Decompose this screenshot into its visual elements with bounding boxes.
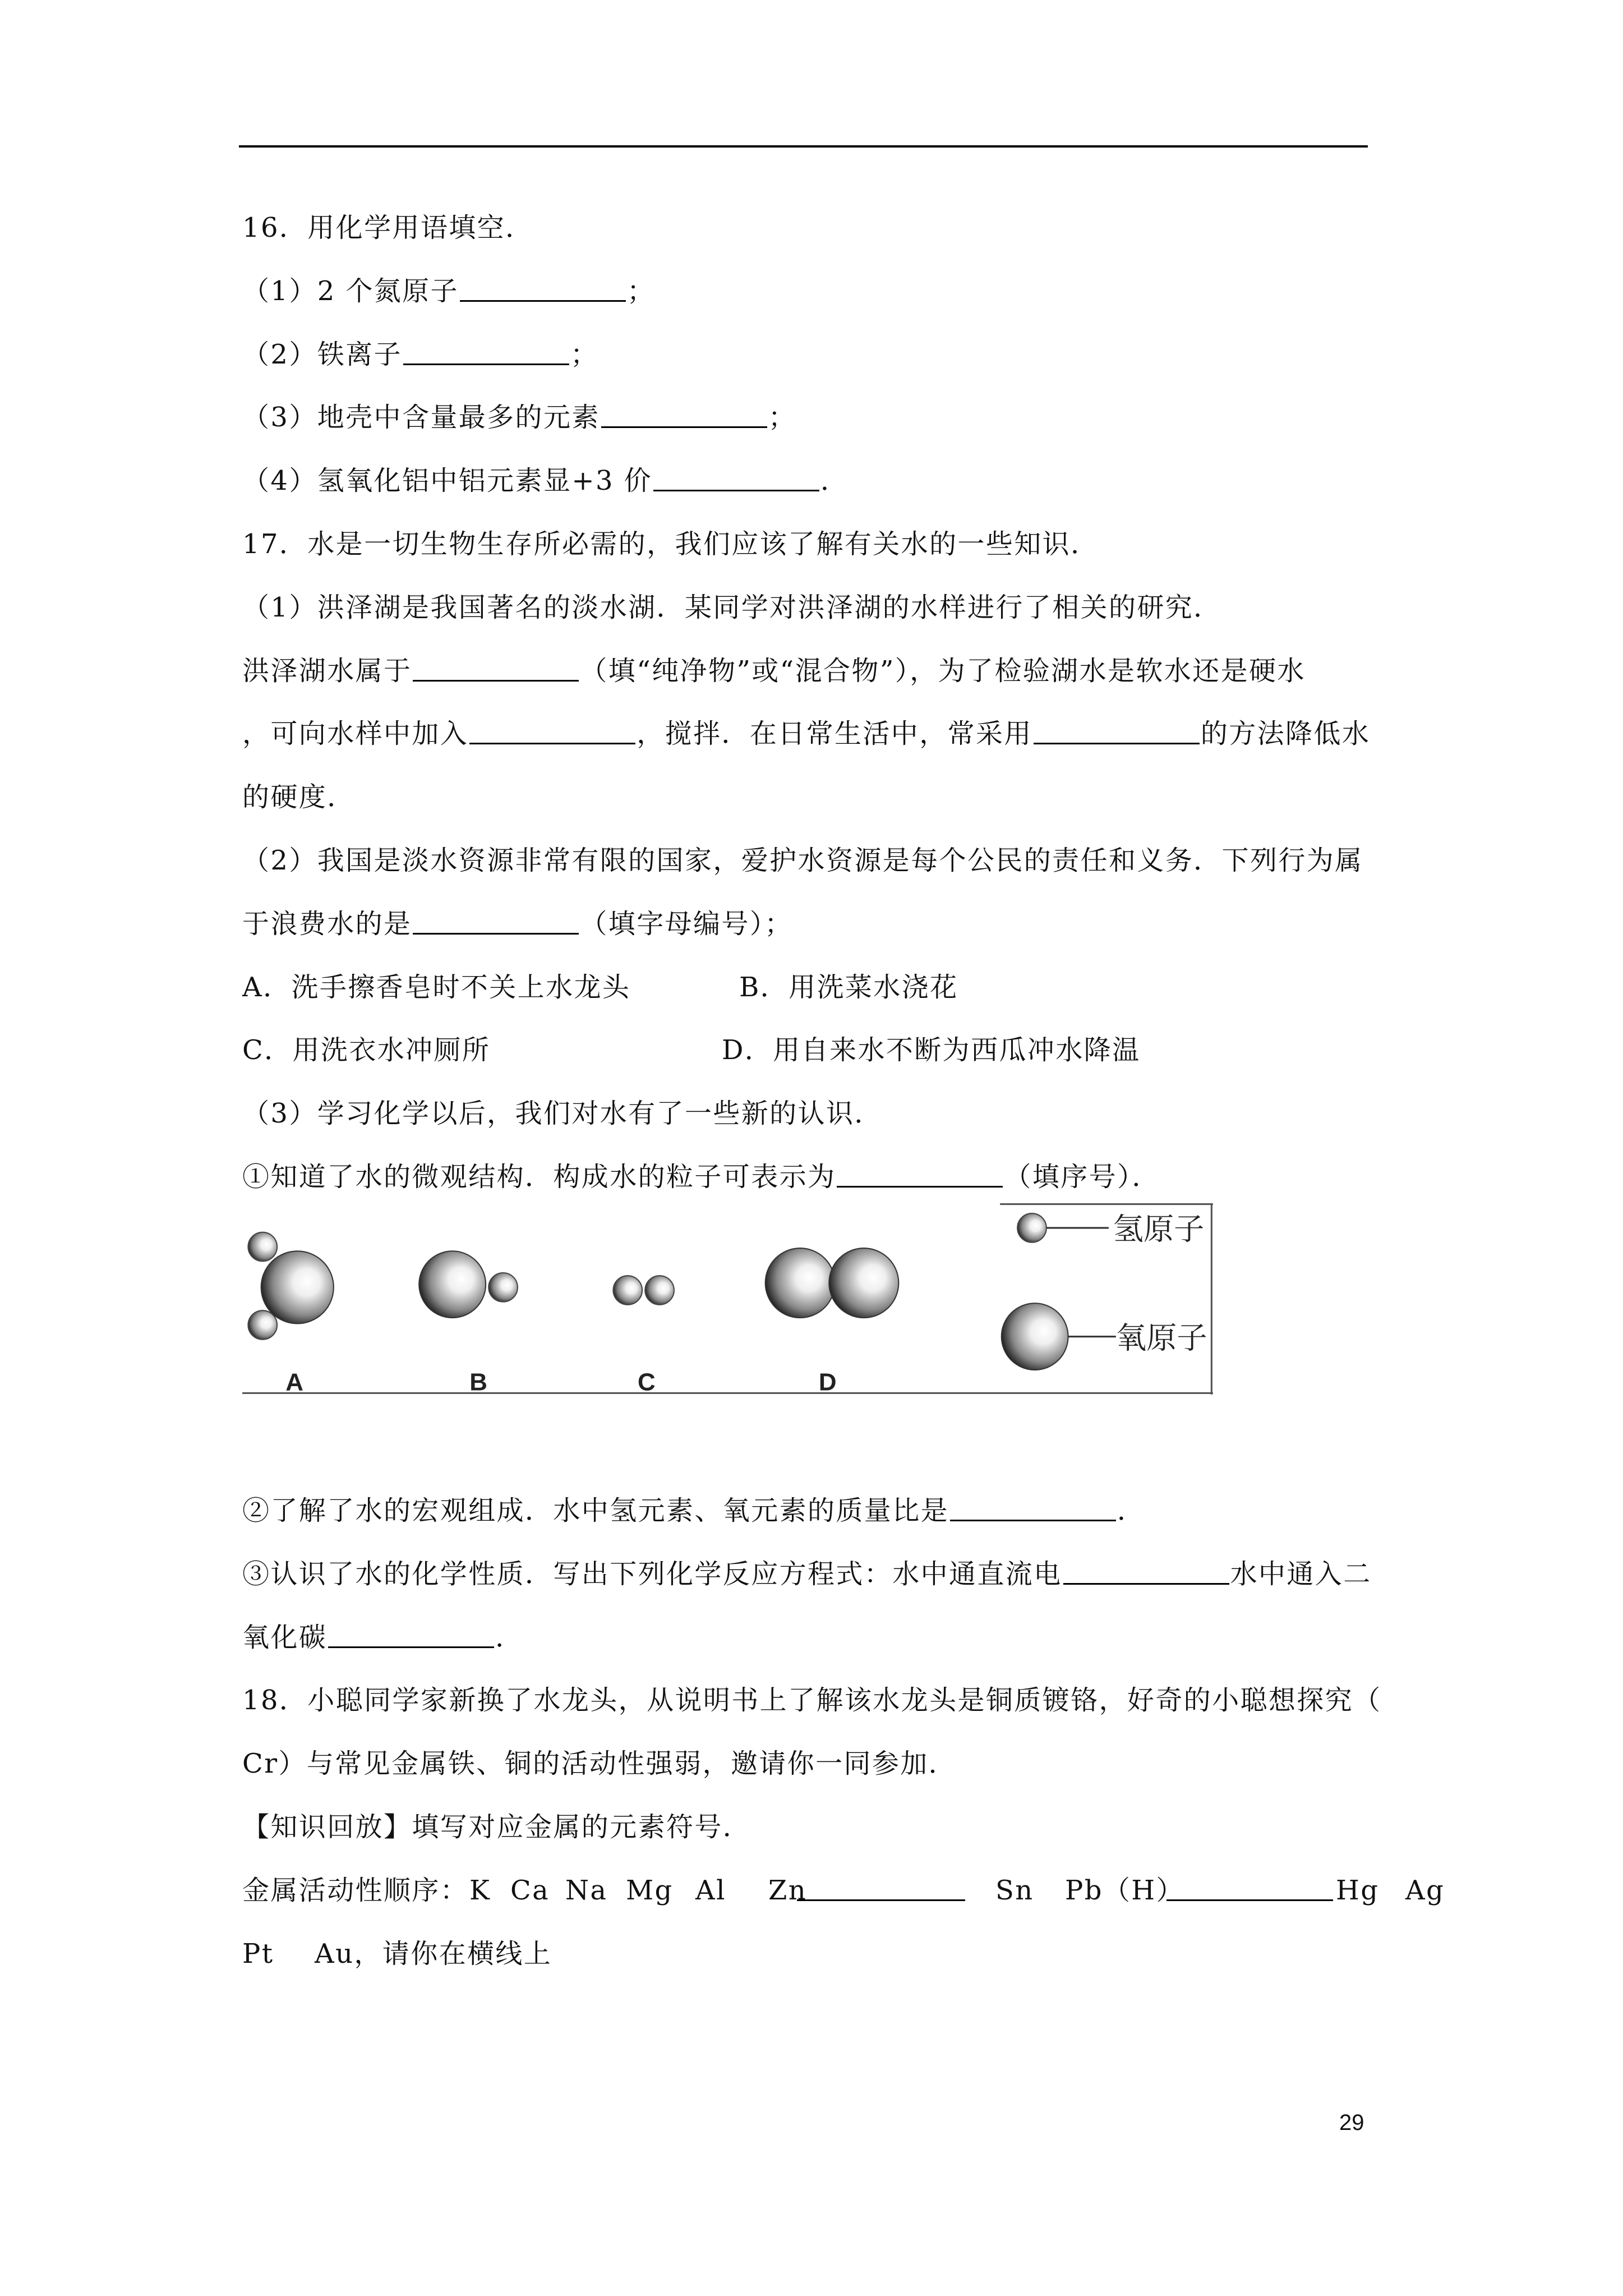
series-end-text: ，请你在横线上: [354, 1938, 552, 1970]
series-tail: [315, 1922, 552, 1986]
element-symbol: Na: [565, 1874, 608, 1906]
water-molecule-figure: [242, 1203, 1213, 1395]
oxygen-atom: [261, 1251, 334, 1323]
q17-part1-line3: [242, 766, 1532, 829]
q17-part2-options-row-1: [242, 956, 1532, 1019]
element-symbol: Hg: [1336, 1874, 1380, 1906]
answer-blank: [837, 1185, 1003, 1188]
activity-series-label: 金属活动性顺序：: [242, 1874, 469, 1906]
molecule-a: [248, 1232, 333, 1340]
q17-part2-line-a: 于浪费水的是: [242, 908, 412, 940]
hydrogen-atom: [248, 1232, 277, 1262]
hydrogen-atom: [488, 1273, 518, 1302]
q17-part3-sub2-b: ．: [1117, 1495, 1146, 1526]
q18-stem-line-1: [242, 1669, 1532, 1732]
q17-part2-line-b: （填字母编号）；: [580, 908, 793, 940]
answer-blank: [403, 363, 569, 365]
q18-activity-series-line: [242, 1859, 1532, 1922]
questions-block-2: [242, 1479, 1532, 1985]
figure-label-d: D: [818, 1368, 837, 1395]
q17-part1-line1-a: 洪泽湖水属于: [242, 655, 412, 687]
questions-block-1: [242, 196, 1532, 1209]
q18-activity-series-line-2: [242, 1922, 1532, 1986]
element-symbol: Sn: [995, 1874, 1034, 1906]
q16-item-1-text: （1）2 个氮原子: [242, 275, 459, 307]
option-a: A．洗手擦香皂时不关上水龙头: [242, 971, 631, 1003]
answer-blank: [469, 742, 635, 744]
q17-part1-line2-c: 的方法降低水: [1200, 718, 1371, 750]
q18-stem-line-1-text: 18．小聪同学家新换了水龙头，从说明书上了解该水龙头是铜质镀铬，好奇的小聪想探究（: [242, 1685, 1382, 1717]
q16-item-2: [242, 323, 1532, 386]
q17-stem: [242, 513, 1532, 576]
element-symbol: Ag: [1405, 1874, 1445, 1906]
q16-item-3-text: （3）地壳中含量最多的元素: [242, 402, 600, 434]
page-number: 29: [1339, 2110, 1364, 2135]
q18-stem-line-2: [242, 1732, 1532, 1796]
legend-oxygen-label: 氧原子: [1115, 1320, 1207, 1356]
q17-part3-sub3: [242, 1543, 1532, 1606]
blank-slot: [1165, 1859, 1334, 1922]
q17-part1-intro-text: （1）洪泽湖是我国著名的淡水湖．某同学对洪泽湖的水样进行了相关的研究．: [242, 591, 1222, 623]
q16-item-1: [242, 260, 1532, 323]
legend-hydrogen: [1017, 1212, 1204, 1247]
q17-part2-line: [242, 892, 1532, 956]
blank-slot: [796, 1859, 966, 1922]
oxygen-atom-legend-icon: [1002, 1303, 1068, 1370]
answer-blank: [797, 1899, 965, 1901]
molecule-d: [766, 1248, 899, 1318]
figure-label-c: C: [637, 1368, 656, 1395]
hydrogen-atom-legend-icon: [1017, 1213, 1046, 1243]
molecule-b: [419, 1251, 518, 1318]
q16-stem-text: 16．用化学用语填空．: [242, 212, 534, 243]
hydrogen-atom: [613, 1276, 642, 1305]
q16-item-4-end: ．: [820, 465, 849, 497]
element-symbol: Zn: [768, 1874, 808, 1906]
answer-blank: [328, 1646, 494, 1648]
q18-stem-line-2-text: Cr）与常见金属铁、铜的活动性强弱，邀请你一同参加．: [242, 1748, 957, 1780]
element-symbol: K: [469, 1874, 491, 1906]
q18-knowledge-review: [242, 1796, 1532, 1859]
figure-label-b: B: [469, 1368, 488, 1395]
hydrogen-atom: [248, 1310, 277, 1340]
q17-part3-sub3-a: ③认识了水的化学性质．写出下列化学反应方程式：水中通直流电: [242, 1558, 1062, 1590]
q16-item-2-text: （2）铁离子: [242, 338, 402, 370]
figure-label-a: A: [285, 1368, 303, 1395]
element-symbol: Au: [315, 1938, 354, 1970]
q17-part2-options-row-2: [242, 1019, 1532, 1082]
q17-part3-intro: [242, 1082, 1532, 1145]
answer-blank: [1166, 1899, 1333, 1901]
q17-part3-sub3-cont: [242, 1606, 1532, 1669]
answer-blank: [950, 1519, 1116, 1521]
q17-part3-sub3-c: 氧化碳: [242, 1621, 328, 1653]
q16-item-1-end: ；: [626, 275, 656, 307]
q16-item-4: [242, 449, 1532, 513]
q17-part1-line2-b: ，搅拌．在日常生活中，常采用: [637, 718, 1032, 750]
q17-part2-intro: [242, 829, 1532, 892]
q17-part3-intro-text: （3）学习化学以后，我们对水有了一些新的认识．: [242, 1098, 883, 1130]
q17-part3-sub3-b: 水中通入二: [1230, 1558, 1372, 1590]
q17-part2-intro-text: （2）我国是淡水资源非常有限的国家，爱护水资源是每个公民的责任和义务．下列行为属: [242, 844, 1363, 876]
option-b: B．用洗菜水浇花: [739, 971, 958, 1003]
q17-part1-line2-a: ，可向水样中加入: [242, 718, 469, 750]
legend-hydrogen-label: 氢原子: [1113, 1211, 1205, 1247]
header-rule: [239, 145, 1368, 148]
answer-blank: [460, 300, 626, 302]
oxygen-atom: [829, 1248, 898, 1318]
answer-blank: [601, 426, 767, 428]
option-c: C．用洗衣水冲厕所: [242, 1034, 491, 1066]
q17-part1-intro: [242, 576, 1532, 639]
oxygen-atom: [766, 1248, 835, 1318]
legend-oxygen: [1002, 1303, 1207, 1370]
element-symbol: Ca: [510, 1874, 550, 1906]
answer-blank: [413, 679, 579, 682]
q17-part1-line1-b: （填“纯净物”或“混合物”），为了检验湖水是软水还是硬水: [580, 655, 1306, 687]
hydrogen-atom: [645, 1276, 674, 1305]
element-symbol: Pt: [242, 1938, 274, 1970]
molecule-c: [613, 1276, 674, 1305]
q18-knowledge-review-text: 【知识回放】填写对应金属的元素符号．: [242, 1811, 751, 1843]
q16-item-3: [242, 386, 1532, 449]
answer-blank: [1034, 742, 1200, 744]
answer-blank: [653, 489, 819, 491]
q16-item-2-end: ；: [570, 338, 599, 370]
answer-blank: [1063, 1582, 1229, 1585]
q17-stem-text: 17．水是一切生物生存所必需的，我们应该了解有关水的一些知识．: [242, 528, 1099, 560]
element-symbol: Mg: [626, 1874, 674, 1906]
q17-part1-line2: [242, 702, 1532, 766]
q17-part3-sub1: [242, 1145, 1532, 1209]
q17-part3-sub1-a: ①知道了水的微观结构．构成水的粒子可表示为: [242, 1161, 836, 1193]
q17-part1-line3-text: 的硬度．: [242, 781, 356, 813]
q16-item-3-end: ；: [768, 402, 797, 434]
element-symbol: Pb（H）: [1065, 1874, 1184, 1906]
option-d: D．用自来水不断为西瓜冲水降温: [722, 1034, 1141, 1066]
q16-stem: [242, 196, 1532, 260]
q17-part3-sub2-a: ②了解了水的宏观组成．水中氢元素、氧元素的质量比是: [242, 1495, 949, 1526]
q17-part3-sub1-b: （填序号）．: [1004, 1161, 1160, 1193]
oxygen-atom: [419, 1251, 486, 1318]
q17-part3-sub2: [242, 1479, 1532, 1543]
q16-item-4-text: （4）氢氧化铝中铝元素显+3 价: [242, 465, 652, 497]
answer-blank: [413, 932, 579, 935]
q17-part3-sub3-d: ．: [495, 1621, 524, 1653]
q17-part1-line1: [242, 639, 1532, 703]
element-symbol: Al: [695, 1874, 726, 1906]
